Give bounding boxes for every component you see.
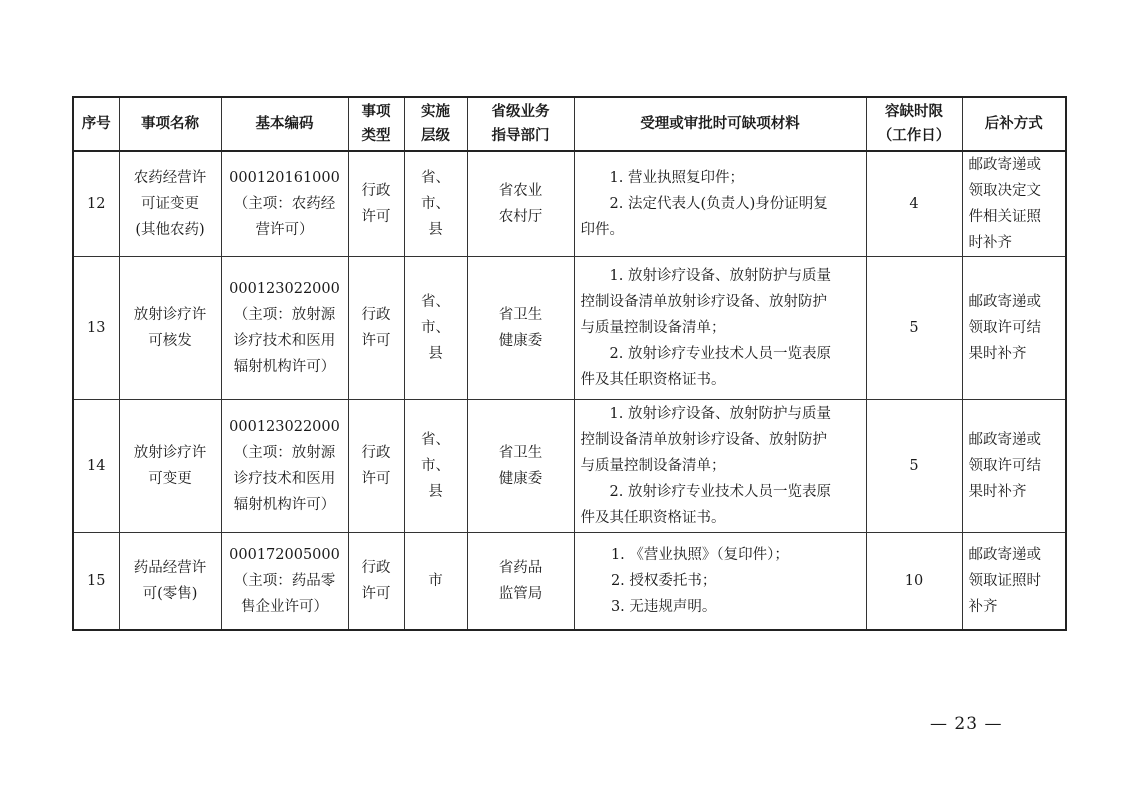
- cell-dept-line: 监管局: [498, 586, 543, 602]
- cell-name: [119, 533, 221, 631]
- material-line: 2. 放射诊疗专业技术人员一览表原: [609, 346, 831, 362]
- material-line: 1. 营业执照复印件；: [609, 170, 744, 186]
- header-code: 基本编码: [221, 97, 348, 151]
- material-line: 件及其任职资格证书。: [580, 372, 726, 388]
- cell-code: [221, 257, 348, 400]
- cell-level-line: 县: [428, 484, 443, 500]
- cell-method-line: 补齐: [968, 599, 998, 615]
- cell-materials: [574, 151, 866, 257]
- cell-method-line: 邮政寄递或: [968, 157, 1041, 173]
- cell-method-line: 邮政寄递或: [968, 432, 1041, 448]
- cell-level: [404, 151, 467, 257]
- header-method: 后补方式: [962, 97, 1066, 151]
- cell-code-main: 辐射机构许可）: [233, 497, 336, 513]
- cell-method-line: 领取证照时: [968, 573, 1041, 589]
- cell-type-line: 行政: [361, 183, 391, 199]
- material-line: 与质量控制设备清单；: [580, 320, 726, 336]
- cell-dept-line: 农村厅: [498, 209, 543, 225]
- header-type-line-2: 类型: [361, 128, 391, 144]
- cell-type: [348, 257, 404, 400]
- cell-code-number: 000120161000: [229, 170, 340, 186]
- cell-dept-line: 省药品: [498, 560, 543, 576]
- cell-method-line: 邮政寄递或: [968, 294, 1041, 310]
- cell-days: 10: [866, 533, 962, 631]
- cell-method-line: 领取决定文: [968, 183, 1041, 199]
- cell-code-main: 营许可）: [255, 222, 314, 238]
- page-number: — 23 —: [930, 714, 1003, 734]
- cell-days: 4: [866, 151, 962, 257]
- cell-name: [119, 400, 221, 533]
- cell-dept-line: 健康委: [498, 471, 543, 487]
- cell-type-line: 许可: [361, 333, 391, 349]
- cell-no: 14: [73, 400, 119, 533]
- header-dept-line-2: 指导部门: [491, 128, 550, 144]
- cell-type: [348, 533, 404, 631]
- cell-code-main: 诊疗技术和医用: [233, 333, 336, 349]
- cell-method-line: 邮政寄递或: [968, 547, 1041, 563]
- cell-method-line: 领取许可结: [968, 320, 1041, 336]
- items-table: [72, 96, 1067, 631]
- cell-code-main: 诊疗技术和医用: [233, 471, 336, 487]
- material-line: 与质量控制设备清单；: [580, 458, 726, 474]
- cell-name: [119, 257, 221, 400]
- cell-method: [962, 151, 1066, 257]
- cell-level-line: 市: [428, 573, 443, 589]
- cell-dept-line: 省卫生: [498, 307, 543, 323]
- cell-name-line: 放射诊疗许: [133, 445, 207, 461]
- cell-type-line: 许可: [361, 471, 391, 487]
- cell-name-line: 可(零售): [142, 586, 198, 602]
- cell-name-line: 可核发: [148, 333, 192, 349]
- cell-code-number: 000172005000: [229, 547, 340, 563]
- table-row: [73, 257, 1066, 400]
- material-line: 件及其任职资格证书。: [580, 510, 726, 526]
- cell-code: [221, 400, 348, 533]
- cell-level: [404, 400, 467, 533]
- cell-type-line: 许可: [361, 209, 391, 225]
- header-type: [348, 97, 404, 151]
- header-days-line-1: 容缺时限: [885, 104, 943, 120]
- cell-level-line: 省、市、: [421, 170, 450, 212]
- cell-code-main: （主项：药品零: [233, 573, 336, 589]
- header-materials: 受理或审批时可缺项材料: [574, 97, 866, 151]
- cell-method-line: 件相关证照: [968, 209, 1041, 225]
- material-line: 控制设备清单放射诊疗设备、放射防护: [580, 432, 827, 448]
- cell-dept-line: 健康委: [498, 333, 543, 349]
- header-dept: [467, 97, 574, 151]
- header-level-line-1: 实施: [421, 104, 450, 120]
- cell-name-line: 药品经营许: [133, 560, 207, 576]
- cell-code-main: 辐射机构许可）: [233, 359, 336, 375]
- cell-name-line: 可证变更: [141, 196, 199, 212]
- material-line: 1. 放射诊疗设备、放射防护与质量: [609, 406, 831, 422]
- cell-level: [404, 533, 467, 631]
- cell-materials: [574, 400, 866, 533]
- cell-dept: [467, 533, 574, 631]
- cell-level-line: 县: [428, 222, 443, 238]
- material-line: 1. 放射诊疗设备、放射防护与质量: [609, 268, 831, 284]
- header-name: 事项名称: [119, 97, 221, 151]
- cell-dept-line: 省卫生: [498, 445, 543, 461]
- material-line: 印件。: [580, 222, 624, 238]
- cell-name-line: 农药经营许: [133, 170, 207, 186]
- material-line: 1. 《营业执照》（复印件）；: [610, 547, 789, 563]
- cell-type-line: 行政: [361, 307, 391, 323]
- cell-method-line: 果时补齐: [968, 346, 1027, 362]
- header-row: [73, 97, 1066, 151]
- table-row: [73, 151, 1066, 257]
- cell-method: [962, 400, 1066, 533]
- cell-code-main: （主项：放射源: [233, 307, 336, 323]
- cell-dept: [467, 151, 574, 257]
- cell-level-line: 县: [428, 346, 443, 362]
- cell-dept: [467, 400, 574, 533]
- cell-code-main: （主项：放射源: [233, 445, 336, 461]
- header-dept-line-1: 省级业务: [491, 104, 550, 120]
- header-level: [404, 97, 467, 151]
- cell-no: 15: [73, 533, 119, 631]
- header-type-line-1: 事项: [361, 104, 391, 120]
- cell-code-main: 售企业许可）: [241, 599, 328, 615]
- cell-type-line: 许可: [361, 586, 391, 602]
- cell-no: 13: [73, 257, 119, 400]
- cell-method-line: 果时补齐: [968, 484, 1027, 500]
- cell-method: [962, 533, 1066, 631]
- table-row: [73, 533, 1066, 631]
- cell-dept-line: 省农业: [498, 183, 543, 199]
- material-line: 2. 法定代表人(负责人)身份证明复: [609, 196, 828, 212]
- material-line: 2. 授权委托书；: [610, 573, 717, 589]
- header-no: 序号: [73, 97, 119, 151]
- cell-type-line: 行政: [361, 445, 391, 461]
- cell-name: [119, 151, 221, 257]
- cell-type: [348, 400, 404, 533]
- cell-method-line: 时补齐: [968, 235, 1012, 251]
- cell-name-line: 放射诊疗许: [133, 307, 207, 323]
- cell-name-line: 可变更: [148, 471, 192, 487]
- header-days: [866, 97, 962, 151]
- cell-code-main: （主项：农药经: [233, 196, 336, 212]
- material-line: 2. 放射诊疗专业技术人员一览表原: [609, 484, 831, 500]
- cell-type: [348, 151, 404, 257]
- cell-name-line: (其他农药): [135, 222, 205, 238]
- material-line: 3. 无违规声明。: [610, 599, 717, 615]
- cell-level-line: 省、市、: [421, 294, 450, 336]
- cell-level: [404, 257, 467, 400]
- cell-materials: [574, 533, 866, 631]
- cell-days: 5: [866, 257, 962, 400]
- cell-code-number: 000123022000: [229, 281, 340, 297]
- header-level-line-2: 层级: [421, 128, 450, 144]
- cell-method-line: 领取许可结: [968, 458, 1041, 474]
- cell-type-line: 行政: [361, 560, 391, 576]
- cell-days: 5: [866, 400, 962, 533]
- table-row: [73, 400, 1066, 533]
- cell-materials: [574, 257, 866, 400]
- cell-code: [221, 151, 348, 257]
- cell-no: 12: [73, 151, 119, 257]
- cell-code-number: 000123022000: [229, 419, 340, 435]
- cell-level-line: 省、市、: [421, 432, 450, 474]
- material-line: 控制设备清单放射诊疗设备、放射防护: [580, 294, 827, 310]
- cell-code: [221, 533, 348, 631]
- header-days-line-2: （工作日）: [877, 128, 951, 144]
- cell-dept: [467, 257, 574, 400]
- cell-method: [962, 257, 1066, 400]
